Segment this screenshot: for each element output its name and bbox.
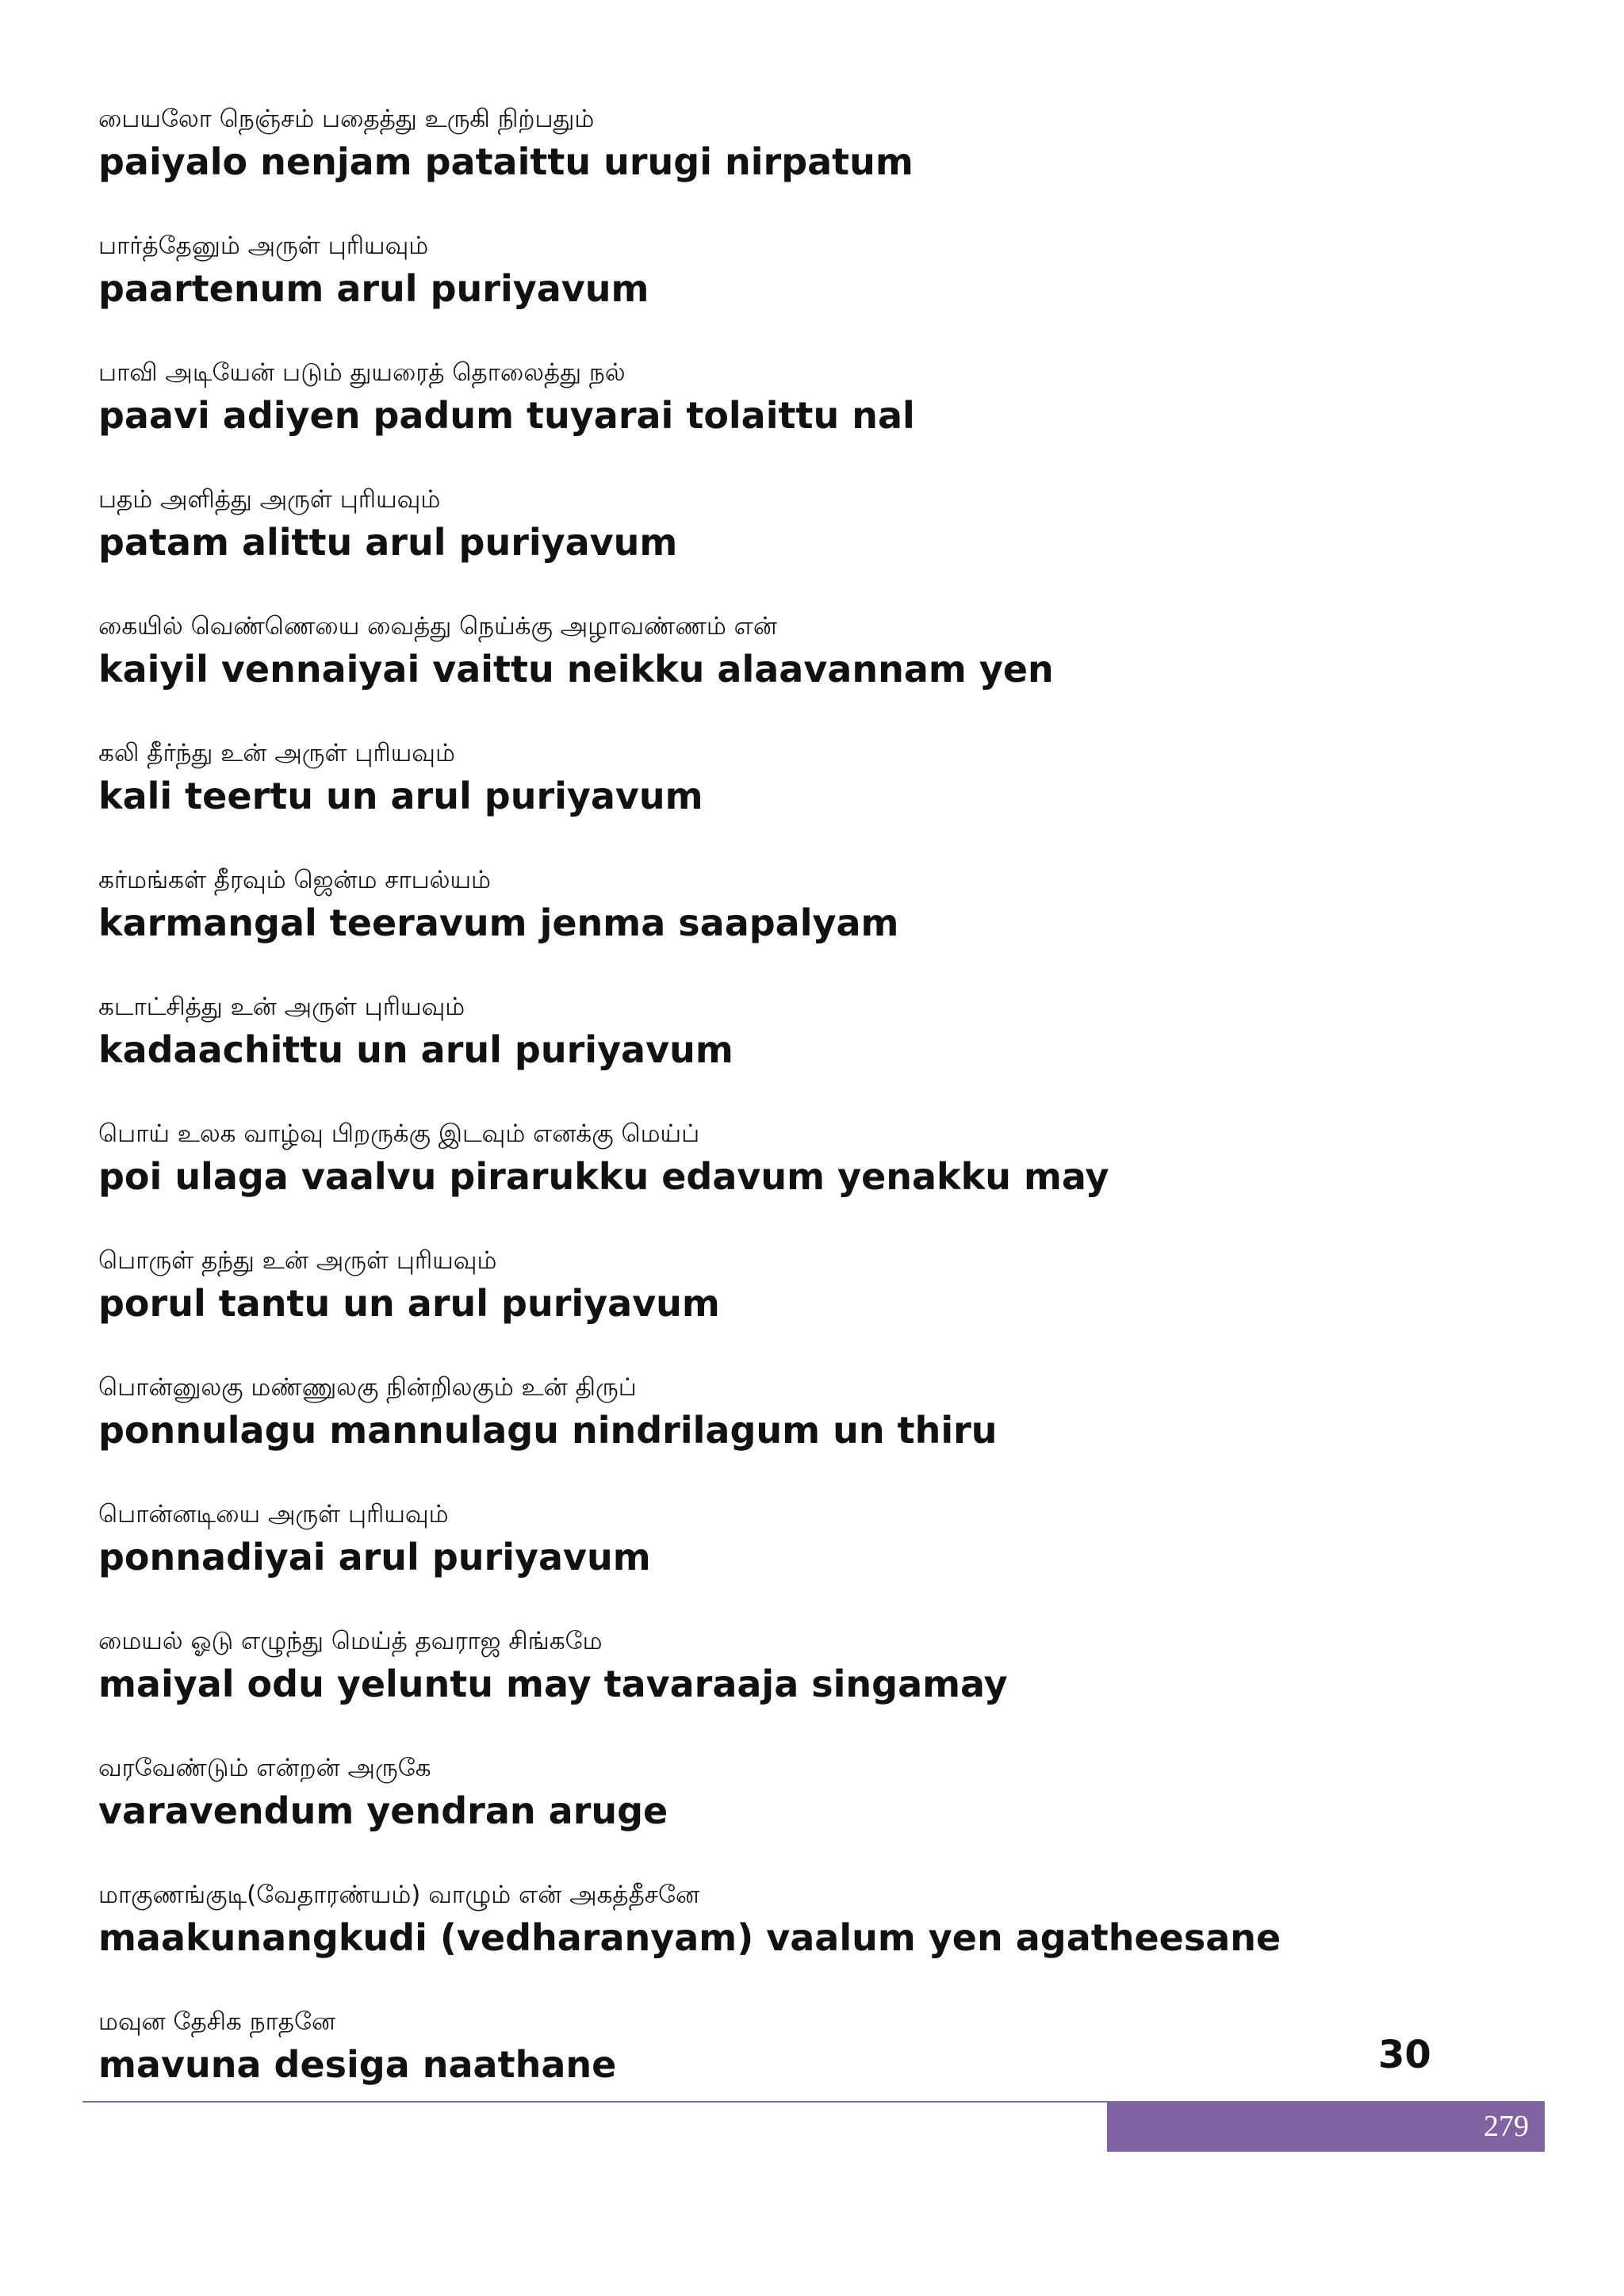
verse-line [98, 1625, 1446, 1708]
tamil-text: பொன்னுலகு மண்ணுலகு நின்றிலகும் உன் திருப் [98, 1373, 637, 1402]
tamil-text: பையலோ நெஞ்சம் பதைத்து உருகி நிற்பதும் [98, 105, 595, 133]
verse-line [98, 357, 1446, 439]
tamil-text: மவுன தேசிக நாதனே [98, 2007, 336, 2036]
transliteration-text: paavi adiyen padum tuyarai tolaittu nal [98, 394, 915, 437]
transliteration-text: poi ulaga vaalvu pirarukku edavum yenakku may [98, 1155, 1109, 1198]
verse-line [98, 737, 1446, 820]
tamil-text: கடாட்சித்து உன் அருள் புரியவும் [98, 993, 465, 1021]
verse-line [98, 991, 1446, 1073]
tamil-text: பாவி அடியேன் படும் துயரைத் தொலைத்து நல் [98, 358, 626, 387]
transliteration-text: karmangal teeravum jenma saapalyam [98, 901, 899, 944]
verse-line [98, 103, 1446, 186]
transliteration-text: maiyal odu yeluntu may tavaraaja singamay [98, 1663, 1008, 1705]
verse-line [98, 2006, 1446, 2088]
tamil-text: பொருள் தந்து உன் அருள் புரியவும் [98, 1246, 497, 1275]
transliteration-text: paartenum arul puriyavum [98, 267, 649, 310]
tamil-text: மையல் ஓடு எழுந்து மெய்த் தவராஜ சிங்கமே [98, 1627, 603, 1655]
transliteration-text: kaiyil vennaiyai vaittu neikku alaavannam yen [98, 648, 1054, 691]
transliteration-text: mavuna desiga naathane [98, 2043, 617, 2086]
transliteration-text: kali teertu un arul puriyavum [98, 775, 703, 817]
verse-line [98, 1118, 1446, 1200]
tamil-text: வரவேண்டும் என்றன் அருகே [98, 1754, 431, 1782]
verse-line [98, 610, 1446, 693]
transliteration-text: porul tantu un arul puriyavum [98, 1282, 720, 1325]
verse-line [98, 1372, 1446, 1454]
tamil-text: பொன்னடியை அருள் புரியவும் [98, 1500, 449, 1529]
tamil-text: பதம் அளித்து அருள் புரியவும் [98, 485, 441, 514]
tamil-text: மாகுணங்குடி(வேதாரண்யம்) வாழும் என் அகத்தீசனே [98, 1881, 700, 1909]
transliteration-text: varavendum yendran aruge [98, 1789, 668, 1832]
transliteration-text: ponnulagu mannulagu nindrilagum un thiru [98, 1409, 998, 1452]
page-number: 279 [1484, 2110, 1529, 2143]
tamil-text: பொய் உலக வாழ்வு பிறருக்கு இடவும் எனக்கு மெய்ப் [98, 1119, 700, 1148]
tamil-text: கலி தீர்ந்து உன் அருள் புரியவும் [98, 739, 455, 767]
tamil-text: கர்மங்கள் தீரவும் ஜென்ம சாபல்யம் [98, 866, 491, 894]
transliteration-text: ponnadiyai arul puriyavum [98, 1536, 651, 1578]
tamil-text: கையில் வெண்ணெயை வைத்து நெய்க்கு அழாவண்ணம் என் [98, 612, 777, 641]
footer-page-box [1107, 2103, 1545, 2152]
transliteration-text: kadaachittu un arul puriyavum [98, 1028, 733, 1071]
tamil-text: பார்த்தேனும் அருள் புரியவும் [98, 232, 429, 260]
verse-line [98, 1245, 1446, 1327]
verse-line [98, 1498, 1446, 1581]
verse-number: 30 [1378, 2033, 1431, 2077]
verse-line [98, 1879, 1446, 1961]
verse-line [98, 230, 1446, 312]
verse-line [98, 864, 1446, 947]
transliteration-text: paiyalo nenjam pataittu urugi nirpatum [98, 140, 914, 183]
verse-line [98, 484, 1446, 566]
transliteration-text: patam alittu arul puriyavum [98, 521, 678, 564]
transliteration-text: maakunangkudi (vedharanyam) vaalum yen agatheesane [98, 1916, 1281, 1959]
verse-line [98, 1752, 1446, 1835]
